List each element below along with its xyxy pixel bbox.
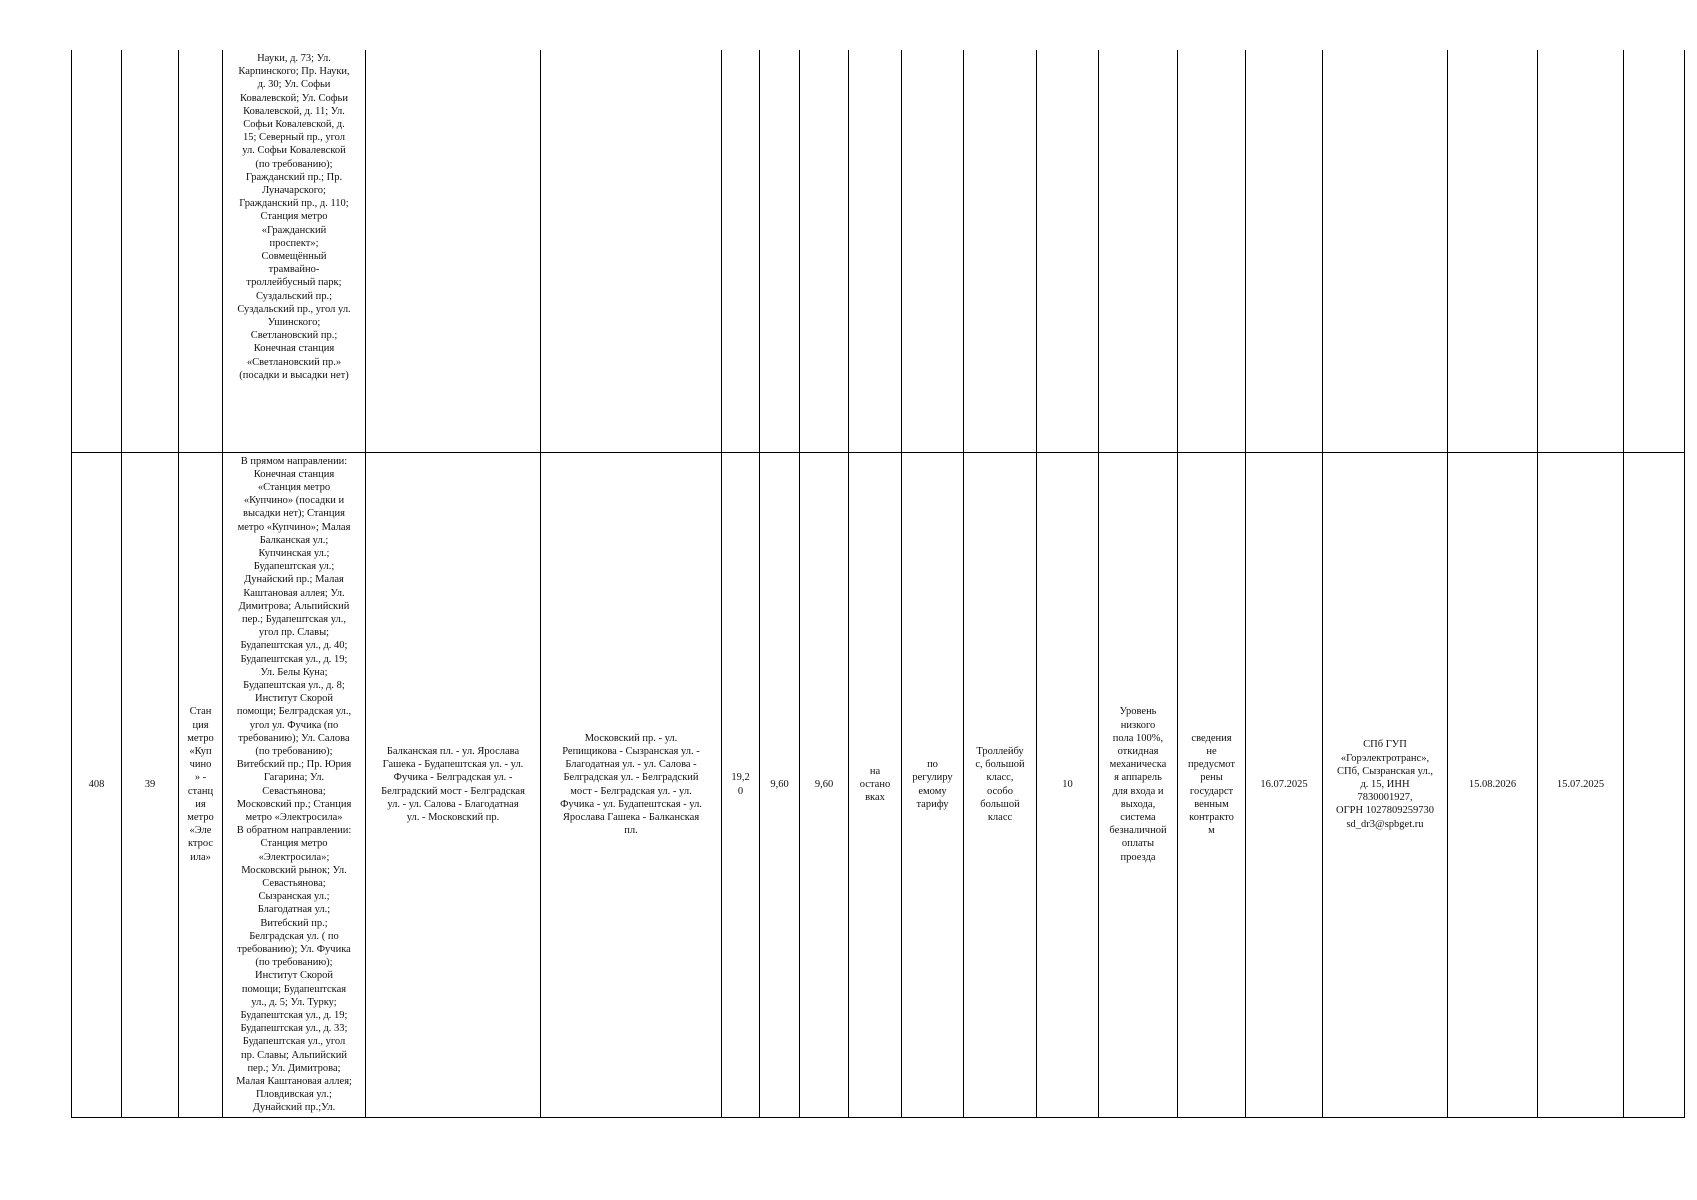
cell-date-2 <box>1448 50 1538 452</box>
cell-carrier <box>1323 50 1448 452</box>
cell-extra <box>1624 50 1685 452</box>
cell-extra <box>1624 452 1685 1117</box>
cell-boarding-order <box>849 50 902 452</box>
cell-length-backward <box>800 50 849 452</box>
cell-fare-type <box>902 50 964 452</box>
cell-length-forward: 9,60 <box>760 452 800 1117</box>
cell-date-3: 15.07.2025 <box>1538 452 1624 1117</box>
cell-route-number: 39 <box>122 452 179 1117</box>
cell-characteristics <box>1099 50 1178 452</box>
cell-streets-backward: Московский пр. - ул. Репищикова - Сызранская ул. - Благодатная ул. - ул. Салова - Белградская ул. - Белградский мост - Белградская ул. - ул. Фучика - ул. Будапештская - ул. Ярослава Гашека - Балканская пл. <box>541 452 722 1117</box>
stops-text: Науки, д. 73; Ул. Карпинского; Пр. Науки, д. 30; Ул. Софьи Ковалевской; Ул. Софьи Ковалевской, д. 11; Ул. Софьи Ковалевской, д. 15; Северный пр., угол ул. Софьи Ковалевской (по требованию); Гражданский пр.; Пр. Луначарского; Гражданский пр., д. 110; Станция метро «Гражданский проспект»; Совмещённый трамвайно- троллейбусный парк; Суздальский пр.; Суздальский пр., угол ул. Ушинского; Светлановский пр.; Конечная станция «Светлановский пр.» (посадки и высадки нет) <box>237 53 351 381</box>
cell-length <box>722 50 760 452</box>
cell-number: 408 <box>72 452 122 1117</box>
cell-stops <box>223 50 366 452</box>
cell-route-name <box>179 50 223 452</box>
cell-streets-forward: Балканская пл. - ул. Ярослава Гашека - Будапештская ул. - ул. Фучика - Белградская ул. - Белградский мост - Белградская ул. - ул. Салова - Благодатная ул. - Московский пр. <box>366 452 541 1117</box>
cell-route-number <box>122 50 179 452</box>
cell-length-backward: 9,60 <box>800 452 849 1117</box>
cell-length-forward <box>760 50 800 452</box>
cell-length: 19,2 0 <box>722 452 760 1117</box>
cell-fare-type: по регулиру емому тарифу <box>902 452 964 1117</box>
cell-number <box>72 50 122 452</box>
cell-carrier: СПб ГУП «Горэлектротранс», СПб, Сызранская ул., д. 15, ИНН 7830001927, ОГРН 1027809259730 sd_dr3@spbget.ru <box>1323 452 1448 1117</box>
cell-contract-info <box>1178 50 1246 452</box>
cell-streets-backward <box>541 50 722 452</box>
stops-text: В прямом направлении: Конечная станция «Станция метро «Купчино» (посадки и высадки нет); Станция метро «Купчино»; Малая Балканская ул.; Купчинская ул.; Будапештская ул.; Дунайский пр.; Малая Каштановая аллея; Ул. Димитрова; Альпийский пер.; Будапештская ул., угол пр. Славы; Будапештская ул., д. 40; Будапештская ул., д. 19; Ул. Белы Куна; Будапештская ул., д. 8; Институт Скорой помощи; Белградская ул., угол ул. Фучика (по требованию); Ул. Салова (по требованию); Витебский пр.; Пр. Юрия Гагарина; Ул. Севастьянова; Московский пр.; Станция метро «Электросила» В обратном направлении: Станция метро «Электросила»; Московский рынок; Ул. Севастьянова; Сызранская ул.; Благодатная ул.; Витебский пр.; Белградская ул. ( по требованию); Ул. Фучика (по требованию); Институт Скорой помощи; Будапештская ул., д. 5; Ул. Турку; Будапештская ул., д. 19; Будапештская ул., д. 33; Будапештская ул., угол пр. Славы; Альпийский пер.; Ул. Димитрова; Малая Каштановая аллея; Пловдивская ул.; Дунайский пр.;Ул. <box>236 455 352 1114</box>
cell-boarding-order: на остано вках <box>849 452 902 1117</box>
table-row <box>72 452 1685 1117</box>
cell-date-2: 15.08.2026 <box>1448 452 1538 1117</box>
cell-contract-info: сведения не предусмот рены государст венным контракто м <box>1178 452 1246 1117</box>
cell-route-name: Стан ция метро «Куп чино » - станц ия метро «Эле ктрос ила» <box>179 452 223 1117</box>
cell-count <box>1037 50 1099 452</box>
cell-stops <box>223 452 366 1117</box>
table-row <box>72 50 1685 452</box>
cell-start-date <box>1246 50 1323 452</box>
cell-vehicle <box>964 50 1037 452</box>
cell-streets-forward <box>366 50 541 452</box>
cell-vehicle: Троллейбу с, большой класс, особо большой класс <box>964 452 1037 1117</box>
cell-count: 10 <box>1037 452 1099 1117</box>
route-registry-table <box>71 50 1685 1118</box>
cell-date-3 <box>1538 50 1624 452</box>
cell-start-date: 16.07.2025 <box>1246 452 1323 1117</box>
cell-characteristics: Уровень низкого пола 100%, откидная механическа я аппарель для входа и выхода, система безналичной оплаты проезда <box>1099 452 1178 1117</box>
